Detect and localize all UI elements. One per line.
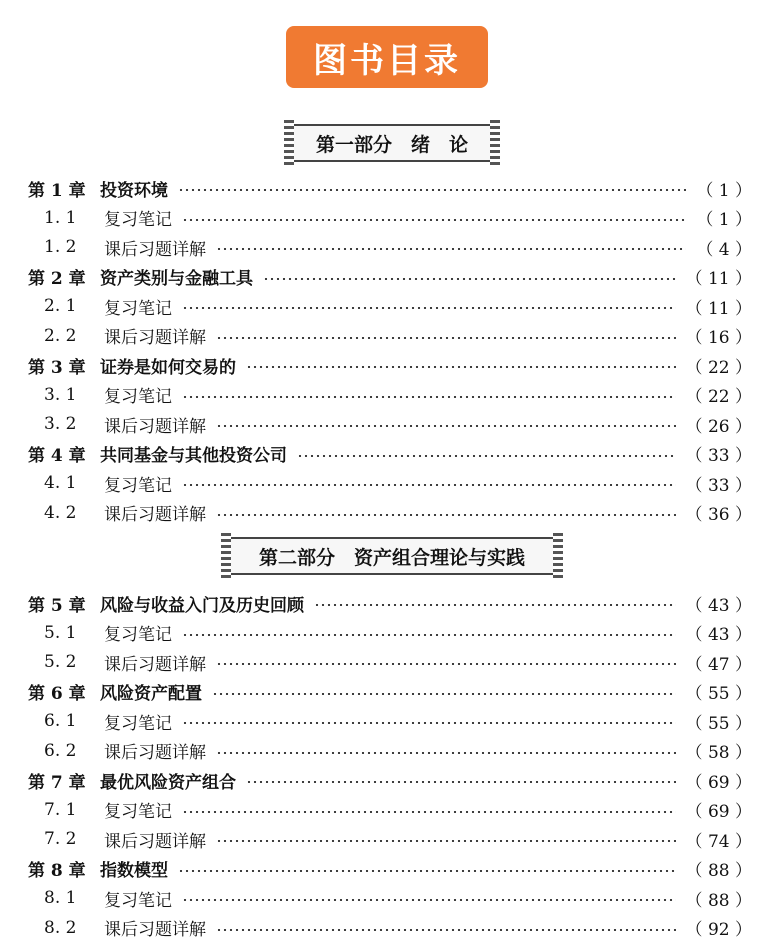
page-number: （ 74 ）: [685, 831, 752, 852]
page-number: （ 22 ）: [685, 387, 752, 407]
dot-leader: [216, 514, 676, 516]
toc-chapter-row[interactable]: [28, 174, 752, 202]
dot-leader: [216, 663, 676, 665]
page-number: （ 55 ）: [685, 684, 752, 704]
toc-section-row[interactable]: [28, 499, 752, 527]
chapter-number: 第 6 章: [28, 684, 86, 704]
toc-chapter-row[interactable]: [28, 855, 752, 883]
chapter-title: 指数模型: [100, 861, 168, 881]
section-number: 1. 2: [44, 237, 77, 257]
toc-section-row[interactable]: [28, 233, 752, 261]
section-number: 1. 1: [44, 207, 77, 228]
dot-leader: [212, 693, 676, 695]
section-title: 复习笔记: [104, 625, 172, 645]
chapter-number: 第 4 章: [28, 446, 86, 466]
chapter-title: 最优风险资产组合: [100, 772, 236, 793]
section-title: 课后习题详解: [104, 239, 206, 260]
chapter-title: 证券是如何交易的: [100, 357, 236, 378]
section-title: 课后习题详解: [104, 328, 206, 348]
chapter-number: 第 2 章: [28, 269, 86, 289]
page-number: （ 16 ）: [685, 328, 752, 348]
dot-leader: [216, 840, 676, 842]
part-banner-1: [289, 124, 495, 162]
toc-section-row[interactable]: [28, 914, 752, 942]
page-title-box: [286, 26, 488, 88]
page-number: （ 47 ）: [685, 654, 752, 675]
section-title: 课后习题详解: [104, 505, 206, 525]
section-title: 复习笔记: [104, 802, 172, 822]
page-title: 图书目录: [313, 40, 461, 81]
dot-leader: [182, 307, 676, 309]
toc-chapter-row[interactable]: [28, 351, 752, 379]
dot-leader: [182, 899, 676, 901]
section-number: 5. 1: [44, 622, 77, 643]
page-number: （ 92 ）: [685, 920, 752, 940]
chapter-number: 第 5 章: [28, 595, 86, 616]
page-number: （ 26 ）: [685, 416, 752, 437]
section-number: 3. 2: [44, 414, 77, 434]
dot-leader: [216, 752, 676, 754]
page-number: （ 33 ）: [685, 446, 752, 466]
dot-leader: [182, 484, 676, 486]
chapter-number: 第 7 章: [28, 772, 86, 793]
chapter-title: 资产类别与金融工具: [100, 269, 253, 289]
page-number: （ 1 ）: [696, 210, 752, 230]
page-number: （ 69 ）: [685, 772, 752, 793]
page-number: （ 88 ）: [685, 861, 752, 881]
dot-leader: [216, 425, 676, 427]
section-title: 课后习题详解: [104, 654, 206, 675]
dot-leader: [216, 337, 676, 339]
section-title: 复习笔记: [104, 298, 172, 319]
toc-chapter-row[interactable]: [28, 263, 752, 291]
chapter-title: 风险与收益入门及历史回顾: [100, 595, 304, 616]
chapter-number: 第 1 章: [28, 180, 86, 201]
dot-leader: [178, 189, 686, 191]
dot-leader: [182, 219, 686, 221]
section-number: 3. 1: [44, 384, 77, 405]
section-number: 7. 2: [44, 829, 77, 849]
page-number: （ 4 ）: [696, 239, 752, 260]
dot-leader: [263, 278, 676, 280]
dot-leader: [182, 722, 676, 724]
dot-leader: [297, 455, 676, 457]
toc-section-row[interactable]: [28, 825, 752, 853]
toc-chapter-row[interactable]: [28, 766, 752, 794]
section-number: 8. 2: [44, 917, 77, 938]
page-number: （ 69 ）: [685, 802, 752, 822]
section-number: 2. 1: [44, 296, 77, 316]
toc-section-row[interactable]: [28, 707, 752, 735]
section-number: 4. 2: [44, 502, 77, 523]
dot-leader: [178, 870, 676, 872]
chapter-number: 第 8 章: [28, 861, 86, 881]
page-number: （ 36 ）: [685, 505, 752, 525]
part-title: 第二部分 资产组合理论与实践: [258, 546, 525, 569]
dot-leader: [246, 781, 676, 783]
section-number: 6. 2: [44, 740, 77, 761]
toc-section-row[interactable]: [28, 204, 752, 232]
toc-section-row[interactable]: [28, 292, 752, 320]
section-title: 复习笔记: [104, 387, 172, 407]
page-number: （ 58 ）: [685, 743, 752, 763]
section-title: 复习笔记: [104, 890, 172, 911]
page-number: （ 22 ）: [685, 357, 752, 378]
dot-leader: [182, 634, 676, 636]
page-number: （ 11 ）: [685, 298, 752, 319]
toc-section-row[interactable]: [28, 381, 752, 409]
dot-leader: [182, 396, 676, 398]
toc-section-row[interactable]: [28, 469, 752, 497]
section-number: 6. 1: [44, 711, 77, 731]
page-number: （ 11 ）: [685, 269, 752, 289]
toc-section-row[interactable]: [28, 737, 752, 765]
dot-leader: [216, 929, 676, 931]
section-title: 复习笔记: [104, 210, 172, 230]
page-number: （ 1 ）: [696, 180, 752, 201]
page-number: （ 43 ）: [685, 625, 752, 645]
section-title: 复习笔记: [104, 475, 172, 496]
dot-leader: [216, 248, 686, 250]
section-number: 2. 2: [44, 325, 77, 346]
page-number: （ 43 ）: [685, 595, 752, 616]
toc-section-row[interactable]: [28, 648, 752, 676]
dot-leader: [182, 811, 676, 813]
toc-section-row[interactable]: [28, 796, 752, 824]
page-number: （ 55 ）: [685, 713, 752, 734]
toc-chapter-row[interactable]: [28, 589, 752, 617]
chapter-title: 投资环境: [100, 180, 168, 201]
section-title: 复习笔记: [104, 713, 172, 734]
toc-section-row[interactable]: [28, 410, 752, 438]
toc-chapter-row[interactable]: [28, 440, 752, 468]
section-number: 8. 1: [44, 888, 77, 908]
section-title: 课后习题详解: [104, 920, 206, 940]
toc-section-row[interactable]: [28, 619, 752, 647]
part-banner-2: [226, 537, 558, 575]
chapter-title: 共同基金与其他投资公司: [100, 446, 287, 466]
section-title: 课后习题详解: [104, 416, 206, 437]
toc-section-row[interactable]: [28, 884, 752, 912]
section-title: 课后习题详解: [104, 831, 206, 852]
toc-chapter-row[interactable]: [28, 678, 752, 706]
page-number: （ 88 ）: [685, 890, 752, 911]
section-number: 4. 1: [44, 473, 77, 493]
chapter-title: 风险资产配置: [100, 684, 202, 704]
section-number: 7. 1: [44, 799, 77, 820]
page-number: （ 33 ）: [685, 475, 752, 496]
toc-section-row[interactable]: [28, 322, 752, 350]
section-title: 课后习题详解: [104, 743, 206, 763]
dot-leader: [314, 604, 676, 606]
dot-leader: [246, 366, 676, 368]
section-number: 5. 2: [44, 652, 77, 672]
part-title: 第一部分 绪 论: [315, 133, 468, 156]
chapter-number: 第 3 章: [28, 357, 86, 378]
